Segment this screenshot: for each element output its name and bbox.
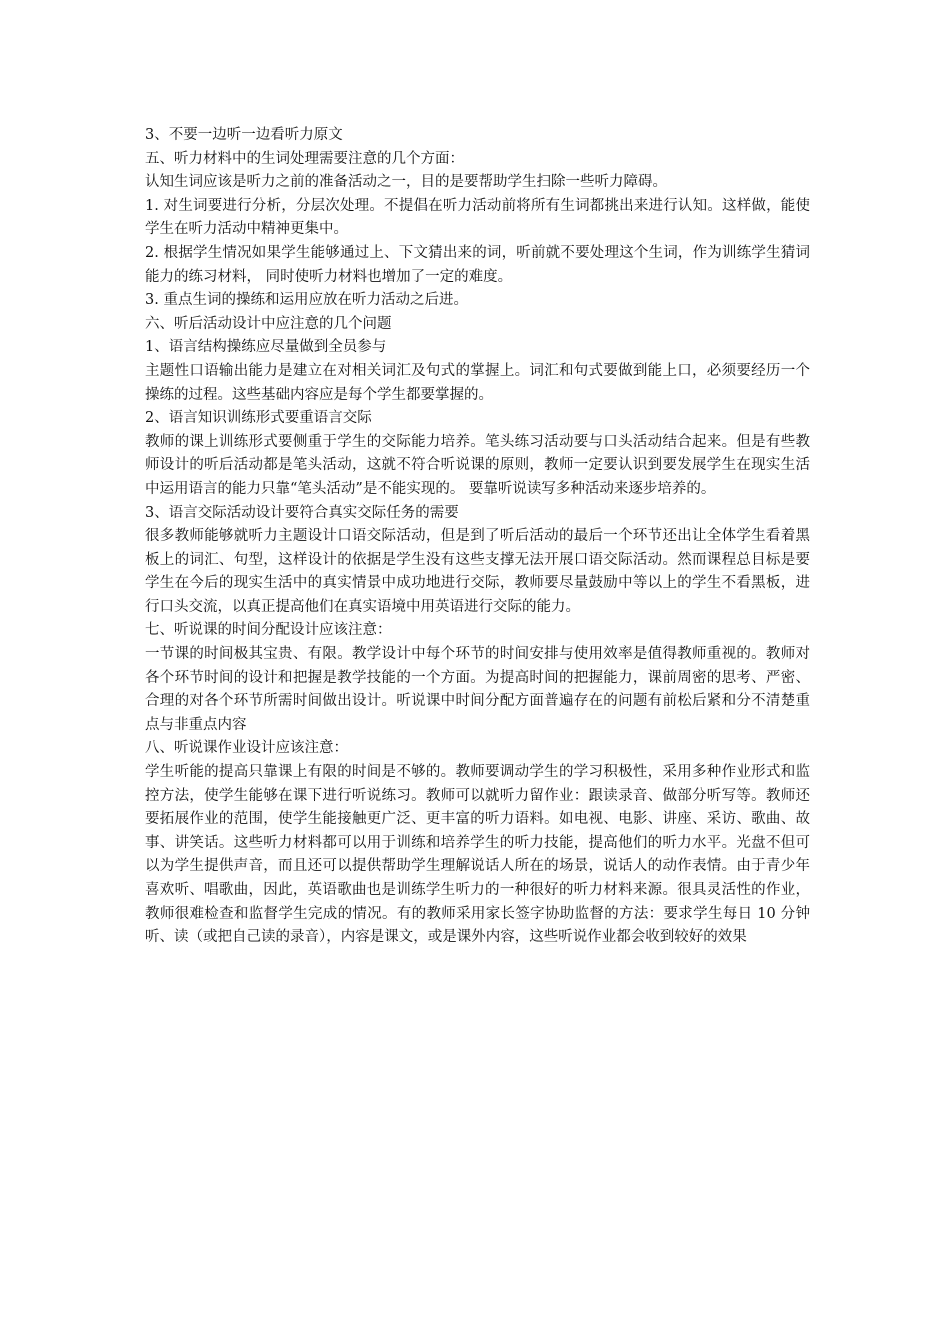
section-heading-6: 六、听后活动设计中应注意的几个问题 [145, 315, 392, 332]
subheading-6-2: 2、语言知识训练形式要重语言交际 [145, 410, 372, 427]
paragraph-vocab-intro: 认知生词应该是听力之前的准备活动之一，目的是要帮助学生扫除一些听力障碍。 [145, 174, 667, 191]
subheading-6-3: 3、语言交际活动设计要符合真实交际任务的需要 [145, 504, 459, 521]
subheading-6-1: 1、语言结构操练应尽量做到全员参与 [145, 339, 387, 356]
paragraph-6-2: 教师的课上训练形式要侧重于学生的交际能力培养。笔头练习活动要与口头活动结合起来。但是有些教师设计的听后活动都是笔头活动，这就不符合听说课的原则，教师一定要认识到要发展学生在现实生活中运用语言的能力只靠“笔头活动”是不能实现的。 要靠听说读写多种活动来逐步培养的。 [145, 433, 810, 497]
section-heading-8: 八、听说课作业设计应该注意： [145, 740, 348, 757]
section-heading-7: 七、听说课的时间分配设计应该注意： [145, 622, 392, 639]
list-item-vocab-2: 2. 根据学生情况如果学生能够通过上、下文猜出来的词，听前就不要处理这个生词，作为训练学生猜词能力的练习材料， 同时使听力材料也增加了一定的难度。 [145, 244, 810, 285]
section-heading-5: 五、听力材料中的生词处理需要注意的几个方面： [145, 150, 464, 167]
paragraph-7: 一节课的时间极其宝贵、有限。教学设计中每个环节的时间安排与使用效率是值得教师重视的。教师对各个环节时间的设计和把握是教学技能的一个方面。为提高时间的把握能力，课前周密的思考、严密、合理的对各个环节所需时间做出设计。听说课中时间分配方面普遍存在的问题有前松后紧和分不清楚重点与非重点内容 [145, 646, 810, 733]
paragraph-6-3: 很多教师能够就听力主题设计口语交际活动，但是到了听后活动的最后一个环节还出让全体学生看着黑板上的词汇、句型，这样设计的依据是学生没有这些支撑无法开展口语交际活动。然而课程总目标是要学生在今后的现实生活中的真实情景中成功地进行交际，教师要尽量鼓励中等以上的学生不看黑板，进行口头交流，以真正提高他们在真实语境中用英语进行交际的能力。 [145, 528, 810, 615]
list-item-vocab-3: 3. 重点生词的操练和运用应放在听力活动之后进。 [145, 292, 468, 309]
paragraph-8: 学生听能的提高只靠课上有限的时间是不够的。教师要调动学生的学习积极性，采用多种作业形式和监控方法，使学生能够在课下进行听说练习。教师可以就听力留作业：跟读录音、做部分听写等。教师还要拓展作业的范围，使学生能接触更广泛、更丰富的听力语料。如电视、电影、讲座、采访、歌曲、故事、讲笑话。这些听力材料都可以用于训练和培养学生的听力技能，提高他们的听力水平。光盘不但可以为学生提供声音，而且还可以提供帮助学生理解说话人所在的场景，说话人的动作表情。由于青少年喜欢听、唱歌曲，因此，英语歌曲也是训练学生听力的一种很好的听力材料来源。很具灵活性的作业，教师很难检查和监督学生完成的情况。有的教师采用家长签字协助监督的方法：要求学生每日 10 分钟听、读（或把自己读的录音），内容是课文，或是课外内容，这些听说作业都会收到较好的效果 [145, 764, 810, 946]
list-item-vocab-1: 1. 对生词要进行分析，分层次处理。不提倡在听力活动前将所有生词都挑出来进行认知。这样做，能使学生在听力活动中精神更集中。 [145, 197, 810, 238]
document-body [145, 124, 810, 950]
list-item-tip-3: 3、不要一边听一边看听力原文 [145, 127, 343, 143]
paragraph-6-1: 主题性口语输出能力是建立在对相关词汇及句式的掌握上。词汇和句式要做到能上口，必须要经历一个操练的过程。这些基础内容应是每个学生都要掌握的。 [145, 362, 810, 403]
